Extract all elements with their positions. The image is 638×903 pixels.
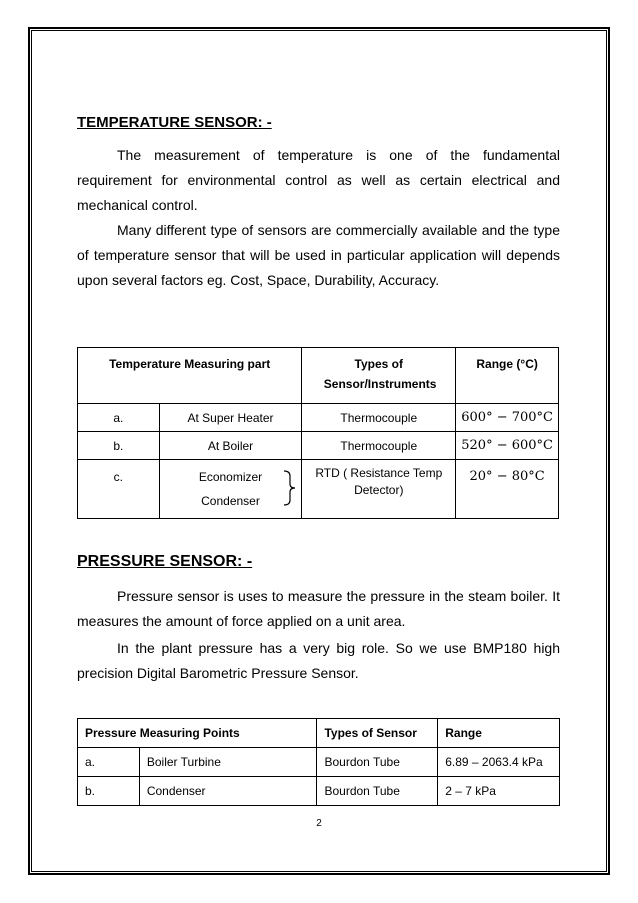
table-header-row	[78, 348, 559, 404]
row-range: 520° − 600°C	[456, 432, 559, 460]
row-part-condenser: Condenser	[201, 494, 260, 508]
row-type: Thermocouple	[302, 404, 456, 432]
row-part: At Super Heater	[159, 404, 302, 432]
row-index: b.	[78, 432, 160, 460]
row-type-label: RTD ( Resistance Temp Detector)	[315, 466, 443, 497]
row-index: a.	[78, 404, 160, 432]
row-range: 6.89 – 2063.4 kPa	[438, 748, 560, 777]
table-row	[78, 748, 560, 777]
header-measuring-points: Pressure Measuring Points	[78, 719, 317, 748]
row-point: Condenser	[139, 777, 317, 806]
temperature-table	[77, 347, 559, 519]
row-type	[302, 460, 456, 519]
temperature-paragraph-2: Many different type of sensors are commercially available and the type of temperature sensor that will be used in particular application will depends upon several factors eg. Cost, Space, Durability, Accuracy.	[77, 222, 560, 288]
row-index: b.	[78, 777, 140, 806]
row-type: Thermocouple	[302, 432, 456, 460]
row-range: 2 – 7 kPa	[438, 777, 560, 806]
table-row	[78, 460, 559, 519]
grouping-brace-icon	[283, 470, 297, 506]
header-measuring-part: Temperature Measuring part	[78, 348, 302, 404]
header-range: Range (°C)	[456, 348, 559, 404]
pressure-paragraph-2: In the plant pressure has a very big role. So we use BMP180 high precision Digital Barometric Pressure Sensor.	[77, 640, 560, 681]
row-part: At Boiler	[159, 432, 302, 460]
pressure-table	[77, 718, 560, 806]
header-range: Range	[438, 719, 560, 748]
table-row	[78, 404, 559, 432]
header-sensor-types-label: Types of Sensor/Instruments	[323, 357, 437, 391]
temperature-paragraph-1: The measurement of temperature is one of the fundamental requirement for environmental control as well as certain electrical and mechanical control.	[77, 147, 560, 213]
row-part	[159, 460, 302, 519]
table-header-row	[78, 719, 560, 748]
row-range: 20° − 80°C	[456, 460, 559, 519]
row-index: c.	[78, 460, 160, 519]
pressure-heading: PRESSURE SENSOR: -	[77, 553, 253, 570]
temperature-heading: TEMPERATURE SENSOR: -	[77, 114, 272, 131]
row-type: Bourdon Tube	[317, 777, 438, 806]
row-index: a.	[78, 748, 140, 777]
table-row	[78, 432, 559, 460]
header-sensor-type: Types of Sensor	[317, 719, 438, 748]
pressure-paragraph-1: Pressure sensor is uses to measure the pressure in the steam boiler. It measures the amount of force applied on a unit area.	[77, 588, 560, 629]
header-sensor-types	[302, 348, 456, 404]
row-range: 600° − 700°C	[456, 404, 559, 432]
row-type: Bourdon Tube	[317, 748, 438, 777]
table-row	[78, 777, 560, 806]
page-number: 2	[316, 818, 322, 829]
row-point: Boiler Turbine	[139, 748, 317, 777]
row-part-economizer: Economizer	[198, 470, 263, 484]
